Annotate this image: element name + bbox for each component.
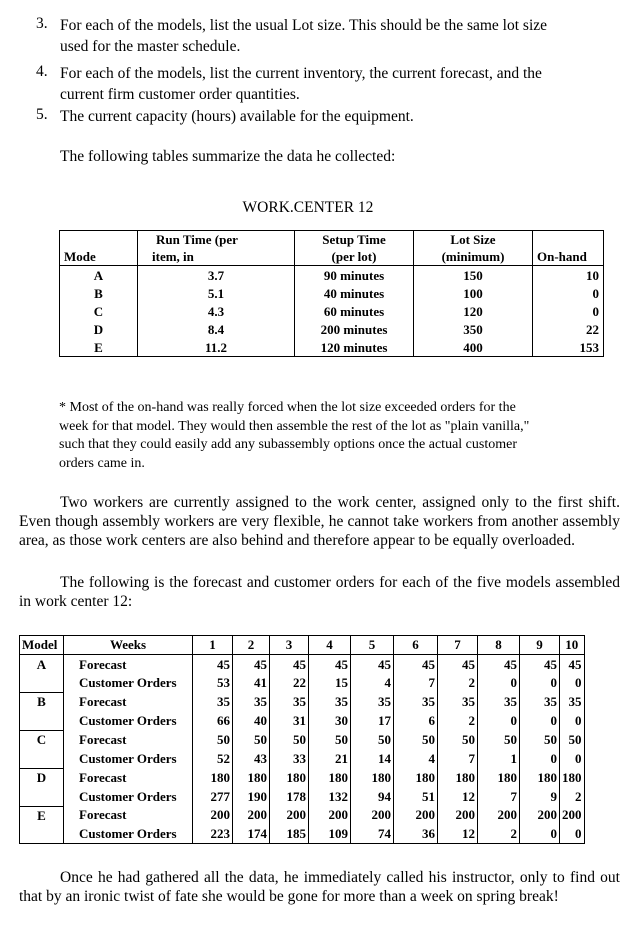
forecast-table [19, 635, 585, 844]
value-cell: 45 [193, 655, 233, 674]
list-item-text: The current capacity (hours) available for the equipment. [60, 108, 414, 125]
week-header: 4 [309, 636, 351, 655]
value-cell: 35 [520, 693, 560, 712]
value-cell: 6 [394, 712, 438, 731]
value-cell: 200 [233, 806, 270, 825]
value-cell: 14 [351, 749, 394, 768]
week-header: 2 [233, 636, 270, 655]
value-cell: 45 [270, 655, 309, 674]
value-cell: 200 [394, 806, 438, 825]
value-cell: 200 [478, 806, 520, 825]
value-cell: 4 [394, 749, 438, 768]
list-item-number: 4. [36, 63, 48, 80]
value-cell: 50 [193, 730, 233, 749]
value-cell: 180 [193, 768, 233, 787]
paragraph-workers: Two workers are currently assigned to the work center, assigned only to the first shift. Even though assembly workers are very flexible, he cannot take workers from another assembly area, as those work centers are also behind and therefore appear to be equally overloaded. [19, 494, 620, 549]
value-cell: 180 [520, 768, 560, 787]
value-cell: 200 [438, 806, 478, 825]
table-row: B 5.1 40 minutes 100 0 [60, 284, 604, 302]
week-header: 6 [394, 636, 438, 655]
value-cell: 45 [560, 655, 585, 674]
value-cell: 2 [438, 674, 478, 693]
value-cell: 7 [394, 674, 438, 693]
list-item-text: For each of the models, list the current inventory, the current forecast, and the current firm customer order quantities. [60, 65, 542, 103]
row-label: Forecast [64, 730, 193, 749]
value-cell: 180 [309, 768, 351, 787]
value-cell: 1 [478, 749, 520, 768]
row-label: Customer Orders [64, 825, 193, 844]
model-cell: E [20, 806, 64, 825]
value-cell: 45 [438, 655, 478, 674]
value-cell: 7 [438, 749, 478, 768]
value-cell: 50 [309, 730, 351, 749]
list-item-text: For each of the models, list the usual Lot size. This should be the same lot size used for the master schedule. [60, 17, 548, 55]
value-cell: 190 [233, 787, 270, 806]
value-cell: 35 [478, 693, 520, 712]
value-cell: 4 [351, 674, 394, 693]
value-cell: 50 [351, 730, 394, 749]
value-cell: 30 [309, 712, 351, 731]
value-cell: 50 [438, 730, 478, 749]
table-row [20, 787, 585, 806]
value-cell: 0 [520, 712, 560, 731]
value-cell: 35 [438, 693, 478, 712]
row-label: Customer Orders [64, 787, 193, 806]
value-cell: 21 [309, 749, 351, 768]
col-header-run-time: Run Time (per item, in [138, 231, 295, 266]
table-row: D 8.4 200 minutes 350 22 [60, 320, 604, 338]
value-cell: 180 [270, 768, 309, 787]
value-cell: 0 [560, 825, 585, 844]
value-cell: 12 [438, 825, 478, 844]
value-cell: 0 [520, 674, 560, 693]
week-header: 10 [560, 636, 585, 655]
value-cell: 50 [560, 730, 585, 749]
value-cell: 200 [193, 806, 233, 825]
value-cell: 200 [351, 806, 394, 825]
row-label: Customer Orders [64, 674, 193, 693]
model-cell: C [20, 730, 64, 749]
value-cell: 180 [233, 768, 270, 787]
table-row [20, 749, 585, 768]
value-cell: 109 [309, 825, 351, 844]
col-header-mode: Mode [60, 231, 138, 266]
week-header: 1 [193, 636, 233, 655]
value-cell: 7 [478, 787, 520, 806]
value-cell: 12 [438, 787, 478, 806]
value-cell: 2 [438, 712, 478, 731]
value-cell: 45 [394, 655, 438, 674]
value-cell: 50 [233, 730, 270, 749]
model-cell: A [20, 655, 64, 674]
value-cell: 0 [560, 712, 585, 731]
value-cell: 74 [351, 825, 394, 844]
value-cell: 45 [233, 655, 270, 674]
model-cell [20, 825, 64, 844]
table-row: A 3.7 90 minutes 150 10 [60, 266, 604, 285]
week-header: 3 [270, 636, 309, 655]
value-cell: 52 [193, 749, 233, 768]
value-cell: 15 [309, 674, 351, 693]
value-cell: 36 [394, 825, 438, 844]
list-item-number: 3. [36, 15, 48, 32]
value-cell: 180 [438, 768, 478, 787]
value-cell: 50 [520, 730, 560, 749]
value-cell: 35 [351, 693, 394, 712]
row-label: Forecast [64, 768, 193, 787]
table-row: C 4.3 60 minutes 120 0 [60, 302, 604, 320]
value-cell: 0 [560, 749, 585, 768]
value-cell: 94 [351, 787, 394, 806]
value-cell: 45 [351, 655, 394, 674]
value-cell: 35 [233, 693, 270, 712]
value-cell: 185 [270, 825, 309, 844]
value-cell: 31 [270, 712, 309, 731]
work-center-title: WORK.CENTER 12 [242, 199, 374, 216]
value-cell: 50 [394, 730, 438, 749]
paragraph-forecast-intro: The following is the forecast and customer orders for each of the five models assembled in work center 12: [19, 574, 620, 610]
value-cell: 35 [394, 693, 438, 712]
value-cell: 35 [309, 693, 351, 712]
value-cell: 66 [193, 712, 233, 731]
table-row [20, 674, 585, 693]
value-cell: 200 [560, 806, 585, 825]
value-cell: 45 [478, 655, 520, 674]
col-header-on-hand: On-hand [533, 231, 604, 266]
value-cell: 0 [478, 712, 520, 731]
value-cell: 22 [270, 674, 309, 693]
table-row [20, 825, 585, 844]
row-label: Customer Orders [64, 749, 193, 768]
value-cell: 35 [193, 693, 233, 712]
value-cell: 277 [193, 787, 233, 806]
model-cell [20, 674, 64, 693]
week-header: 7 [438, 636, 478, 655]
value-cell: 0 [520, 749, 560, 768]
value-cell: 180 [560, 768, 585, 787]
value-cell: 35 [270, 693, 309, 712]
value-cell: 200 [520, 806, 560, 825]
model-cell [20, 712, 64, 731]
model-cell: D [20, 768, 64, 787]
row-label: Forecast [64, 693, 193, 712]
value-cell: 41 [233, 674, 270, 693]
week-header: 8 [478, 636, 520, 655]
model-cell [20, 749, 64, 768]
closing-paragraph: Once he had gathered all the data, he immediately called his instructor, only to find out that by an ironic twist of fate she would be gone for more than a week on spring break! [19, 869, 620, 905]
value-cell: 180 [394, 768, 438, 787]
list-item-number: 5. [36, 106, 48, 123]
col-header-model: Model [20, 636, 64, 655]
value-cell: 174 [233, 825, 270, 844]
work-center-table [59, 230, 604, 357]
value-cell: 43 [233, 749, 270, 768]
value-cell: 180 [351, 768, 394, 787]
value-cell: 33 [270, 749, 309, 768]
value-cell: 45 [520, 655, 560, 674]
col-header-weeks: Weeks [64, 636, 193, 655]
model-cell [20, 787, 64, 806]
value-cell: 45 [309, 655, 351, 674]
model-cell: B [20, 693, 64, 712]
footnote: * Most of the on-hand was really forced when the lot size exceeded orders for the week for that model. They would then assemble the rest of the lot as "plain vanilla," such that they could easily add any subassembly options once the actual customer orders came in. [59, 400, 530, 471]
value-cell: 132 [309, 787, 351, 806]
value-cell: 51 [394, 787, 438, 806]
table-row [20, 806, 585, 825]
row-label: Forecast [64, 655, 193, 674]
value-cell: 200 [309, 806, 351, 825]
table-row [20, 655, 585, 674]
value-cell: 50 [270, 730, 309, 749]
value-cell: 2 [560, 787, 585, 806]
col-header-setup-time: Setup Time (per lot) [295, 231, 414, 266]
table-row [20, 768, 585, 787]
value-cell: 40 [233, 712, 270, 731]
value-cell: 223 [193, 825, 233, 844]
intro-text: The following tables summarize the data he collected: [60, 148, 396, 165]
table-row [20, 730, 585, 749]
table-row: E 11.2 120 minutes 400 153 [60, 338, 604, 357]
week-header: 9 [520, 636, 560, 655]
value-cell: 9 [520, 787, 560, 806]
value-cell: 0 [478, 674, 520, 693]
col-header-lot-size: Lot Size (minimum) [414, 231, 533, 266]
row-label: Customer Orders [64, 712, 193, 731]
value-cell: 53 [193, 674, 233, 693]
value-cell: 35 [560, 693, 585, 712]
value-cell: 2 [478, 825, 520, 844]
table-row [20, 712, 585, 731]
value-cell: 178 [270, 787, 309, 806]
week-header: 5 [351, 636, 394, 655]
value-cell: 0 [520, 825, 560, 844]
value-cell: 17 [351, 712, 394, 731]
row-label: Forecast [64, 806, 193, 825]
value-cell: 0 [560, 674, 585, 693]
table-row [20, 693, 585, 712]
value-cell: 200 [270, 806, 309, 825]
value-cell: 180 [478, 768, 520, 787]
value-cell: 50 [478, 730, 520, 749]
